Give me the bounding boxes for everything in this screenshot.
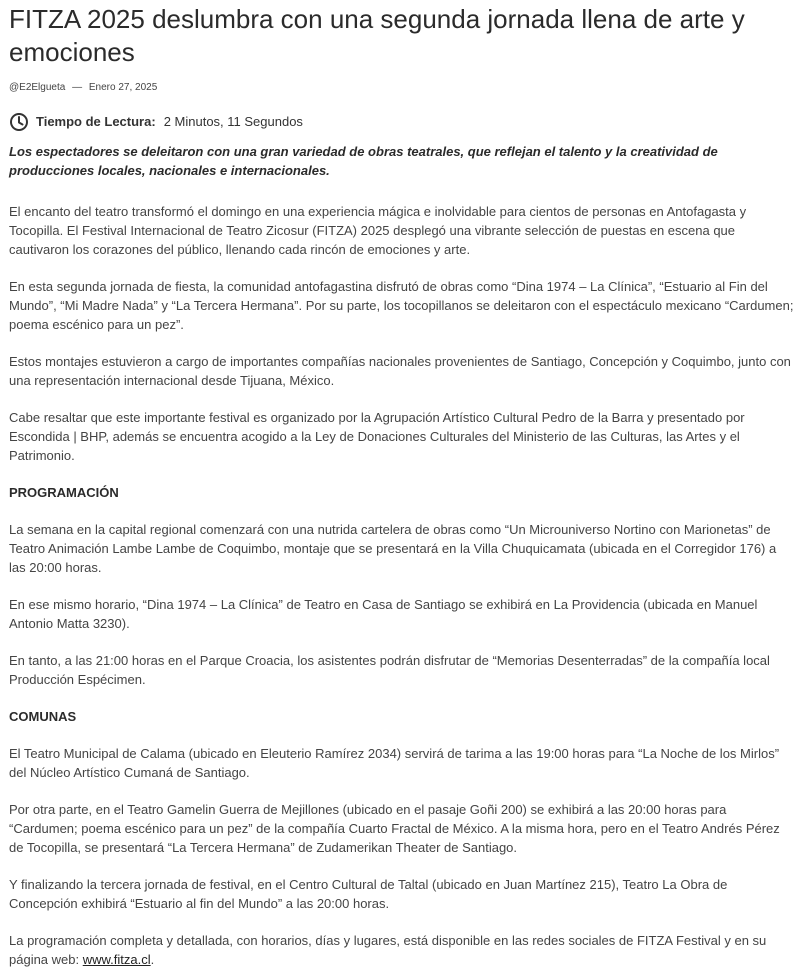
closing-paragraph: [9, 931, 794, 969]
paragraph: En ese mismo horario, “Dina 1974 – La Clínica” de Teatro en Casa de Santiago se exhibirá en La Providencia (ubicada en Manuel Antonio Matta 3230).: [9, 597, 758, 631]
meta-separator: —: [72, 82, 83, 93]
reading-time-label: Tiempo de Lectura:: [36, 114, 156, 129]
reading-time: [9, 112, 794, 132]
reading-time-value: 2 Minutos, 11 Segundos: [163, 114, 303, 129]
paragraph: Estos montajes estuvieron a cargo de importantes compañías nacionales provenientes de Santiago, Concepción y Coquimbo, junto con una representación internacional desde Tijuana, México.: [9, 354, 791, 388]
article-lead: Los espectadores se deleitaron con una gran variedad de obras teatrales, que reflejan el talento y la creatividad de producciones locales, nacionales e internacionales.: [9, 144, 718, 178]
closing-end: .: [150, 952, 155, 967]
paragraph: En esta segunda jornada de fiesta, la comunidad antofagastina disfrutó de obras como “Dina 1974 – La Clínica”, “Estuario al Fin del Mundo”, “Mi Madre Nada” y “La Tercera Hermana”. Por su parte, los tocopillanos se deleitaron con el espectáculo mexicano “Cardumen; poema escénico para un pez”.: [9, 279, 794, 332]
paragraph: Cabe resaltar que este importante festival es organizado por la Agrupación Artístico Cultural Pedro de la Barra y presentado por Escondida | BHP, además se encuentra acogido a la Ley de Donaciones Culturales del Ministerio de las Culturas, las Artes y el Patrimonio.: [9, 410, 745, 463]
paragraph: Por otra parte, en el Teatro Gamelin Guerra de Mejillones (ubicado en el pasaje Goñi 200) se exhibirá a las 20:00 horas para “Cardumen; poema escénico para un pez” de la compañía Cuarto Fractal de México. A la misma hora, pero en el Teatro Andrés Pérez de Tocopilla, se presentará “La Tercera Hermana” de Zudamerikan Theater de Santiago.: [9, 802, 780, 855]
fitza-website-link[interactable]: www.fitza.cl: [82, 952, 151, 967]
paragraph: La semana en la capital regional comenzará con una nutrida cartelera de obras como “Un Microuniverso Nortino con Marionetas” de Teatro Animación Lambe Lambe de Coquimbo, montaje que se presentará en la Villa Chuquicamata (ubicada en el Corregidor 176) a las 20:00 horas.: [9, 522, 777, 575]
paragraph: En tanto, a las 21:00 horas en el Parque Croacia, los asistentes podrán disfrutar de “Memorias Desenterradas” de la compañía local Producción Espécimen.: [9, 653, 770, 687]
section-heading-comunas: COMUNAS: [9, 709, 77, 724]
paragraph: Y finalizando la tercera jornada de festival, en el Centro Cultural de Taltal (ubicado en Juan Martínez 215), Teatro La Obra de Concepción exhibirá “Estuario al fin del Mundo” a las 20:00 horas.: [9, 877, 728, 911]
paragraph: El Teatro Municipal de Calama (ubicado en Eleuterio Ramírez 2034) servirá de tarima a las 19:00 horas para “La Noche de los Mirlos” del Núcleo Artístico Cumaná de Santiago.: [9, 746, 780, 780]
article: [9, 0, 794, 969]
author-link[interactable]: @E2Elgueta: [9, 82, 66, 93]
clock-icon: [9, 112, 29, 132]
section-heading-programacion: PROGRAMACIÓN: [9, 485, 119, 500]
closing-text: La programación completa y detallada, con horarios, días y lugares, está disponible en las redes sociales de FITZA Festival y en su página web:: [9, 933, 767, 967]
publish-date: Enero 27, 2025: [88, 82, 158, 93]
paragraph: El encanto del teatro transformó el domingo en una experiencia mágica e inolvidable para cientos de personas en Antofagasta y Tocopilla. El Festival Internacional de Teatro Zicosur (FITZA) 2025 desplegó una vibrante selección de puestas en escena que cautivaron los corazones del público, llenando cada rincón de emociones y arte.: [9, 204, 747, 257]
article-meta: [9, 81, 794, 95]
article-title: FITZA 2025 deslumbra con una segunda jornada llena de arte y emociones: [9, 4, 745, 67]
